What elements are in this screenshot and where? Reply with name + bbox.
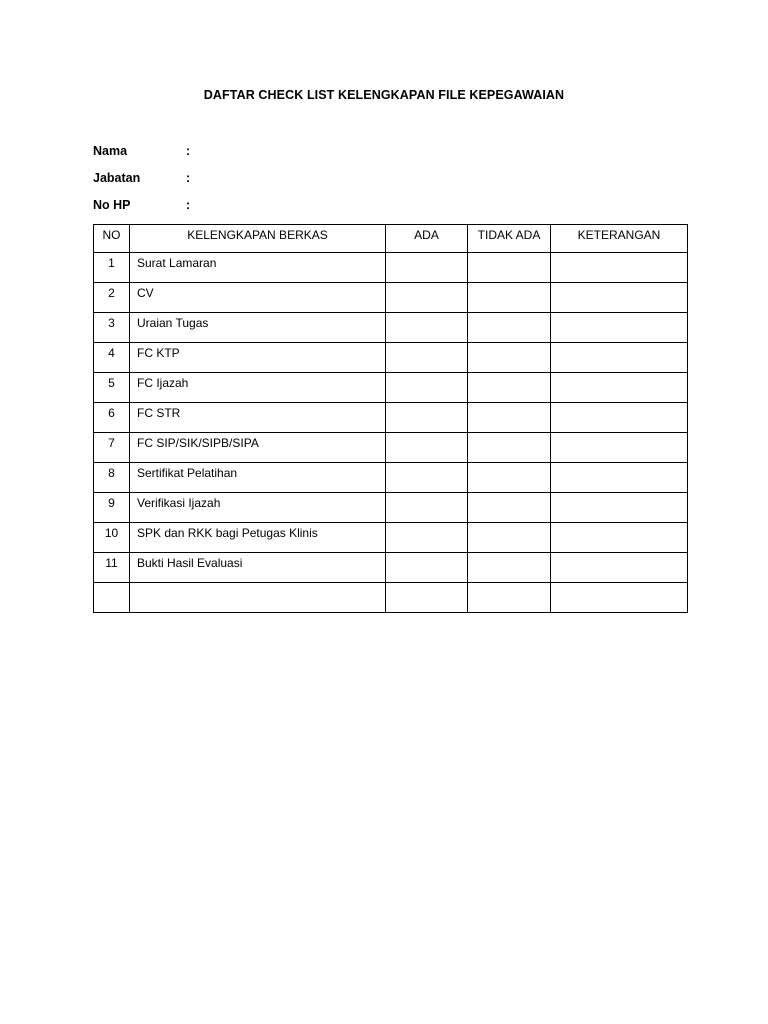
row-item: Sertifikat Pelatihan: [130, 463, 386, 493]
field-no-hp: [93, 197, 190, 213]
cell-tidak-ada[interactable]: [468, 403, 551, 433]
cell-tidak-ada[interactable]: [468, 373, 551, 403]
table-row: [94, 433, 688, 463]
cell-tidak-ada[interactable]: [468, 253, 551, 283]
cell-ada[interactable]: [386, 463, 468, 493]
row-item: CV: [130, 283, 386, 313]
row-item: SPK dan RKK bagi Petugas Klinis: [130, 523, 386, 553]
header-ada: ADA: [386, 225, 468, 253]
cell-ada[interactable]: [386, 493, 468, 523]
cell-keterangan[interactable]: [551, 583, 688, 613]
cell-tidak-ada[interactable]: [468, 583, 551, 613]
field-nama: [93, 143, 190, 159]
row-no: 5: [94, 373, 130, 403]
row-no: 7: [94, 433, 130, 463]
header-kelengkapan-berkas: KELENGKAPAN BERKAS: [130, 225, 386, 253]
cell-keterangan[interactable]: [551, 313, 688, 343]
table-row: [94, 253, 688, 283]
row-item: FC KTP: [130, 343, 386, 373]
row-item: FC Ijazah: [130, 373, 386, 403]
cell-ada[interactable]: [386, 313, 468, 343]
row-no: 4: [94, 343, 130, 373]
row-no: 11: [94, 553, 130, 583]
row-item: Bukti Hasil Evaluasi: [130, 553, 386, 583]
row-no: 1: [94, 253, 130, 283]
cell-ada[interactable]: [386, 553, 468, 583]
document-title: DAFTAR CHECK LIST KELENGKAPAN FILE KEPEGAWAIAN: [203, 88, 565, 102]
cell-ada[interactable]: [386, 253, 468, 283]
cell-ada[interactable]: [386, 433, 468, 463]
table-row: [94, 373, 688, 403]
table-row: [94, 523, 688, 553]
cell-keterangan[interactable]: [551, 343, 688, 373]
table-row-empty: [94, 583, 688, 613]
cell-ada[interactable]: [386, 523, 468, 553]
cell-tidak-ada[interactable]: [468, 343, 551, 373]
row-item-empty[interactable]: [130, 583, 386, 613]
table-row: [94, 403, 688, 433]
cell-ada[interactable]: [386, 373, 468, 403]
row-item: Verifikasi Ijazah: [130, 493, 386, 523]
row-item: Surat Lamaran: [130, 253, 386, 283]
cell-keterangan[interactable]: [551, 523, 688, 553]
field-nama-colon: :: [186, 144, 191, 158]
cell-keterangan[interactable]: [551, 253, 688, 283]
cell-tidak-ada[interactable]: [468, 433, 551, 463]
cell-ada[interactable]: [386, 583, 468, 613]
table-row: [94, 343, 688, 373]
row-item: Uraian Tugas: [130, 313, 386, 343]
cell-tidak-ada[interactable]: [468, 553, 551, 583]
cell-keterangan[interactable]: [551, 373, 688, 403]
cell-tidak-ada[interactable]: [468, 283, 551, 313]
cell-tidak-ada[interactable]: [468, 523, 551, 553]
row-no: 9: [94, 493, 130, 523]
cell-keterangan[interactable]: [551, 283, 688, 313]
row-item: FC STR: [130, 403, 386, 433]
cell-keterangan[interactable]: [551, 433, 688, 463]
row-no: 8: [94, 463, 130, 493]
table-row: [94, 313, 688, 343]
cell-tidak-ada[interactable]: [468, 463, 551, 493]
header-no: NO: [94, 225, 130, 253]
header-tidak-ada: TIDAK ADA: [468, 225, 551, 253]
table-row: [94, 283, 688, 313]
cell-keterangan[interactable]: [551, 553, 688, 583]
row-no: 10: [94, 523, 130, 553]
row-no: 3: [94, 313, 130, 343]
row-no: 6: [94, 403, 130, 433]
field-no-hp-colon: :: [186, 198, 191, 212]
field-no-hp-label: No HP: [93, 198, 131, 212]
cell-ada[interactable]: [386, 403, 468, 433]
cell-tidak-ada[interactable]: [468, 493, 551, 523]
row-no: 2: [94, 283, 130, 313]
cell-tidak-ada[interactable]: [468, 313, 551, 343]
cell-keterangan[interactable]: [551, 403, 688, 433]
field-nama-label: Nama: [93, 144, 128, 158]
cell-ada[interactable]: [386, 343, 468, 373]
table-row: [94, 553, 688, 583]
header-keterangan: KETERANGAN: [551, 225, 688, 253]
cell-keterangan[interactable]: [551, 463, 688, 493]
field-jabatan-colon: :: [186, 171, 191, 185]
cell-ada[interactable]: [386, 283, 468, 313]
field-jabatan: [93, 170, 190, 186]
table-row: [94, 463, 688, 493]
row-no-empty[interactable]: [94, 583, 130, 613]
field-jabatan-label: Jabatan: [93, 171, 141, 185]
table-row: [94, 493, 688, 523]
row-item: FC SIP/SIK/SIPB/SIPA: [130, 433, 386, 463]
table-header-row: [94, 225, 688, 253]
checklist-table: [93, 224, 688, 613]
cell-keterangan[interactable]: [551, 493, 688, 523]
